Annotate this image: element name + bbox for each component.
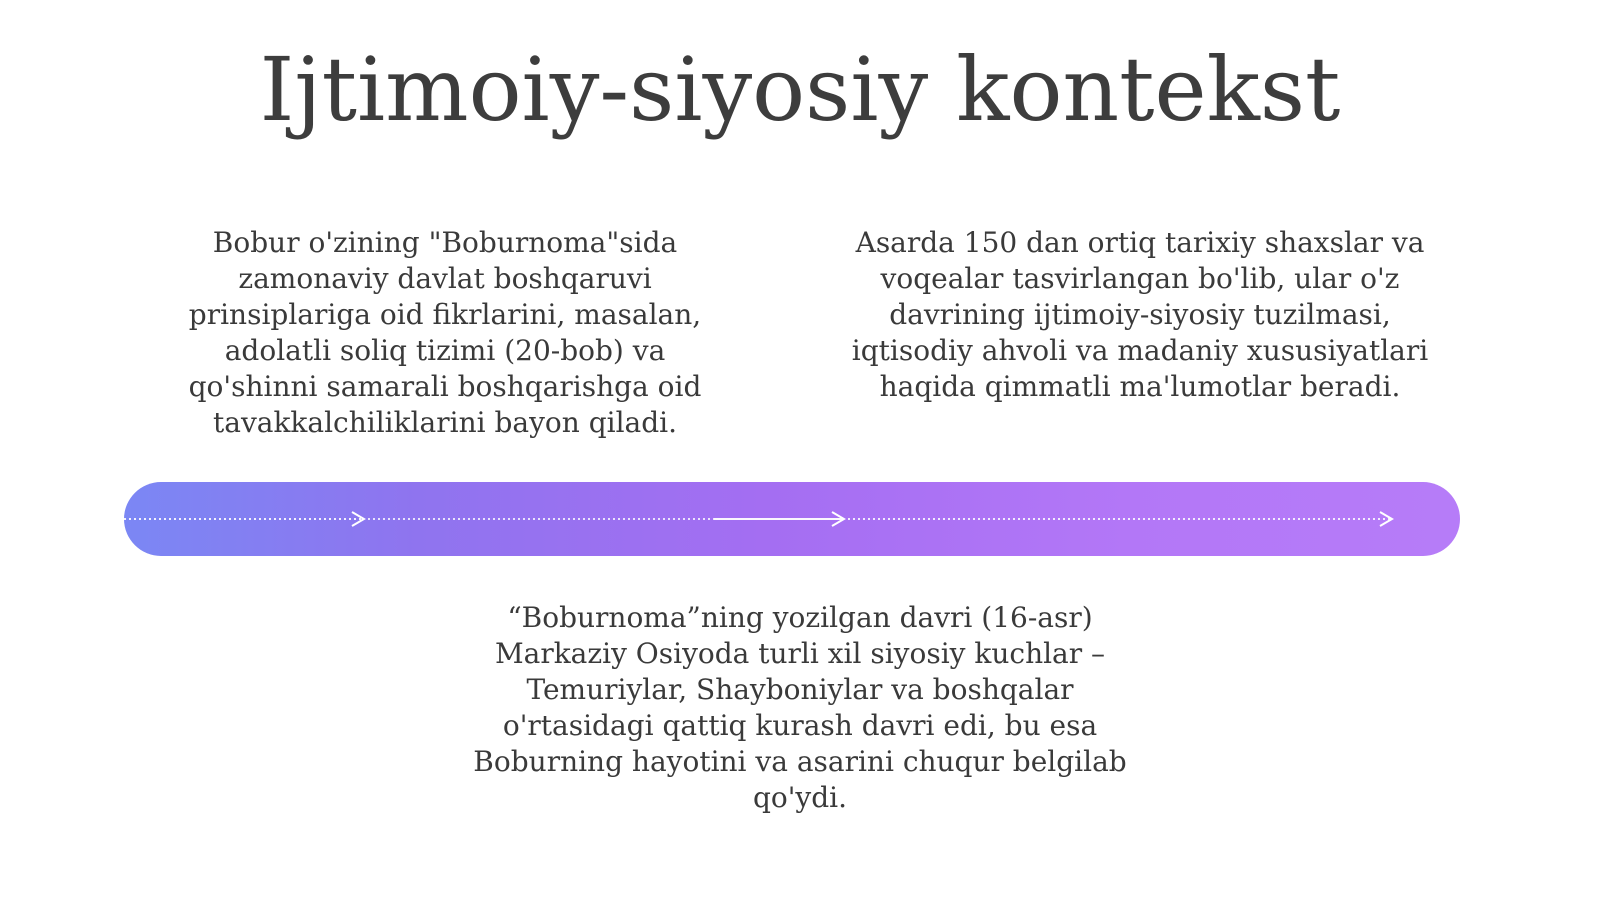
left-text-block: Bobur o'zining "Boburnoma"sida zamonaviy davlat boshqaruvi prinsiplariga oid fikrlarini, masalan, adolatli soliq tizimi (20-bob) va qo'shinni samarali boshqarishga oid tavakkalchiliklarini bayon qiladi. <box>188 226 702 439</box>
arrow-right-icon <box>352 512 364 526</box>
bottom-text-block: “Boburnoma”ning yozilgan davri (16-asr) Markaziy Osiyoda turli xil siyosiy kuchlar – Temuriylar, Shayboniylar va boshqalar o'rtasidagi qattiq kurash davri edi, bu esa Boburning hayotini va asarini chuqur belgilab qo'ydi. <box>473 601 1127 814</box>
arrow-right-icon <box>1380 512 1392 526</box>
slide-title: Ijtimoiy-siyosiy kontekst <box>259 38 1341 141</box>
timeline-bar <box>124 482 1460 556</box>
timeline-arrows <box>124 482 1460 556</box>
right-text-block: Asarda 150 dan ortiq tarixiy shaxslar va voqealar tasvirlangan bo'lib, ular o'z davrining ijtimoiy-siyosiy tuzilmasi, iqtisodiy ahvoli va madaniy xususiyatlari haqida qimmatli ma'lumotlar beradi. <box>851 226 1429 403</box>
